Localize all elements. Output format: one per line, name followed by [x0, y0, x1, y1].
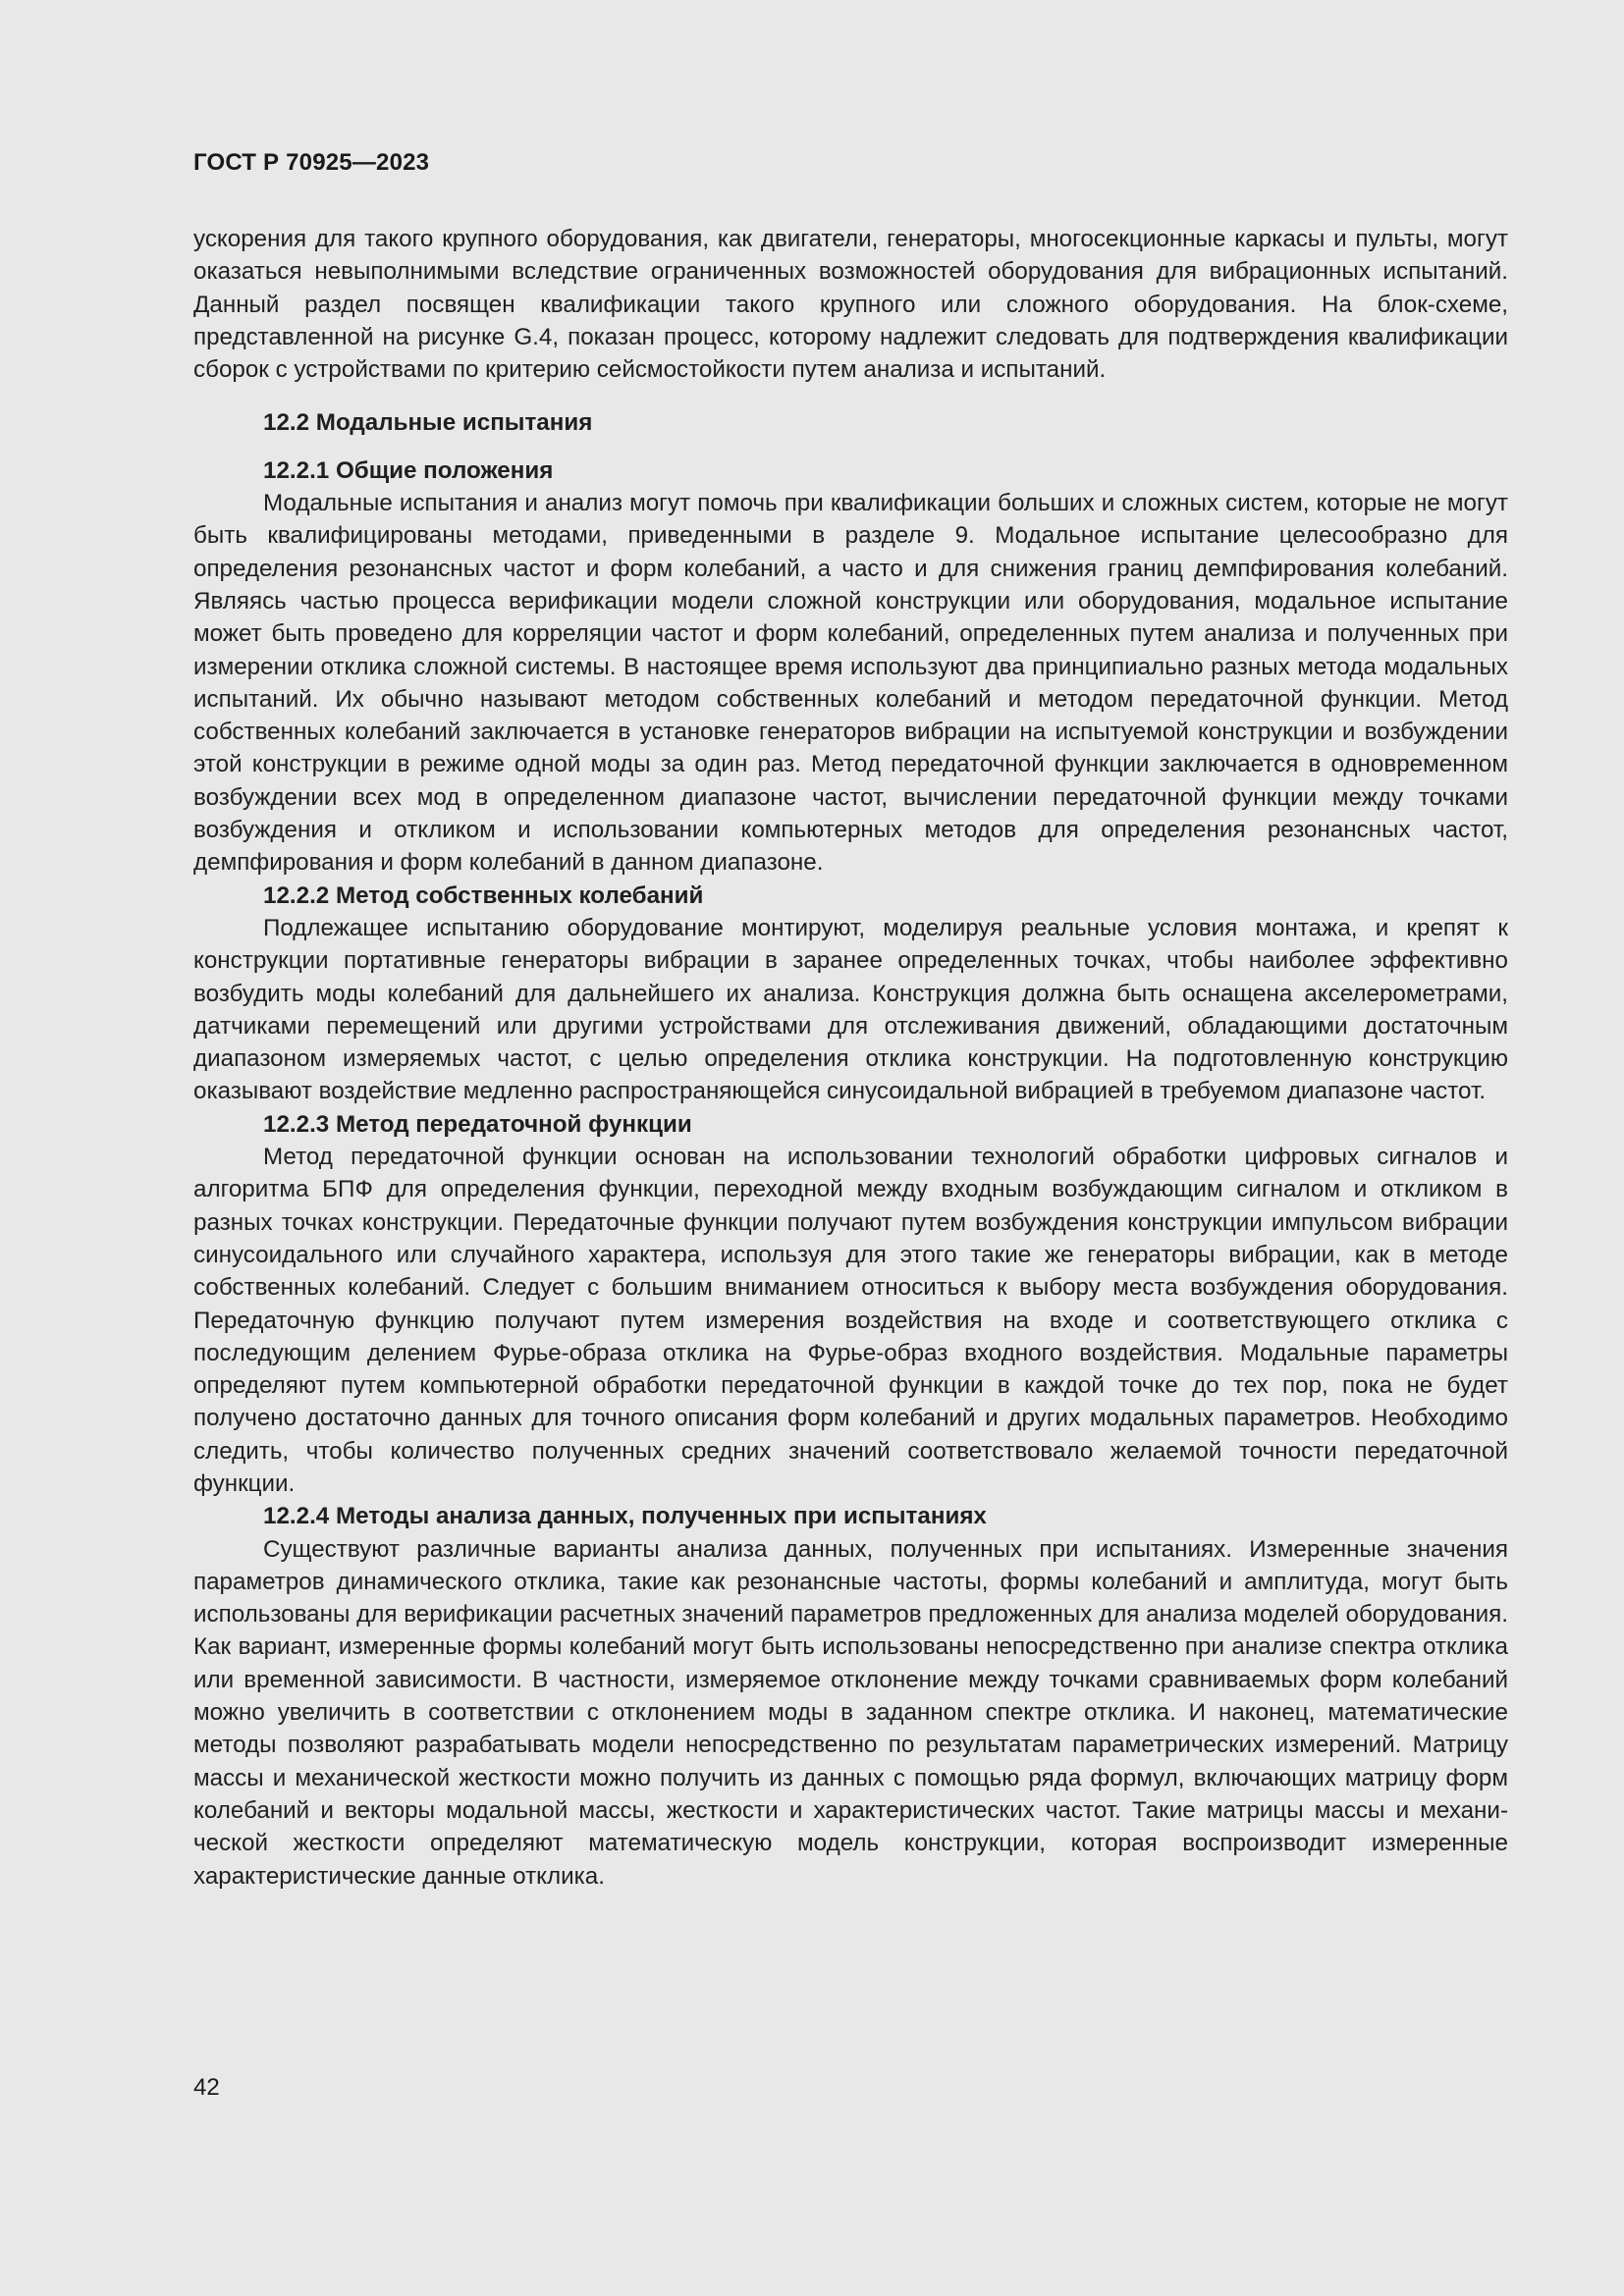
section-12-2-2-paragraph: Подлежащее испытанию оборудование монтируют, моделируя реальные условия монтажа, и крепят к конструкции портативные генераторы вибрации в заранее определенных точках, чтобы наиболее эффективно возбудить моды колебаний для дальнейшего их анализа. Конструкция должна быть оснащена акселерометрами, датчиками перемещений или другими устройствами для отслеживания движений, обладающими достаточным диапазоном измеряемых частот, с целью определения отклика конструкции. На подготовленную конструкцию оказывают воздействие медленно распространяющейся синусоидальной вибрацией в требуемом диапазоне частот.: [193, 914, 1508, 1105]
section-12-2-4-paragraph: Существуют различные варианты анализа данных, полученных при испытаниях. Измеренные значения параметров динамического отклика, такие как резонансные частоты, формы колебаний и амплитуда, могут быть использованы для верификации расчетных значений параметров предложенных для анализа моделей оборудования. Как вариант, измеренные формы колебаний могут быть использованы непосредственно при анализе спектра отклика или временной зависимости. В частности, измеряемое отклонение между точками сравниваемых форм колебаний можно увеличить в соответствии с отклонением моды в заданном спектре отклика. И наконец, математические методы позволяют разрабатывать модели непосредственно по результатам параметрических измерений. Матрицу массы и механической жесткости можно получить из данных с помощью ряда формул, включающих матрицу форм колебаний и векторы модальной массы, жесткости и характеристических частот. Такие матрицы массы и механической жесткости определяют математическую модель конструкции, которая воспроизводит измеренные характеристические данные отклика.: [193, 1535, 1508, 1890]
page-number: 42: [193, 2074, 220, 2101]
section-12-2-2-title: 12.2.2 Метод собственных колебаний: [263, 881, 704, 909]
section-12-2-1-paragraph: Модальные испытания и анализ могут помочь при квалификации больших и сложных систем, которые не могут быть квалифицированы методами, приведенными в разделе 9. Модальное испытание целесообразно для определения резонансных частот и форм колебаний, а часто и для снижения границ демпфирования колебаний. Являясь частью процесса верификации модели сложной конструкции или оборудования, модальное испытание может быть проведено для корреляции частот и форм колебаний, определенных путем анализа и полученных при измерении отклика сложной системы. В настоящее время используют два принципиально разных метода модальных испытаний. Их обычно называют методом собственных колебаний и методом передаточной функции. Метод собственных колебаний заключается в установке генераторов вибрации на испытуемой конструкции и возбуждении этой конструкции в режиме одной моды за один раз. Метод передаточной функции заключается в одновременном возбуждении всех мод в определенном диапазоне частот, вычислении передаточной функции между точками возбуждения и откликом и использовании компьютерных методов для определения резонансных частот, демпфирования и форм колебаний в данном диапазоне.: [193, 490, 1508, 877]
section-12-2-3-paragraph: Метод передаточной функции основан на использовании технологий обработки цифровых сигналов и алгоритма БПФ для определения функции, переходной между входным возбуждающим сигналом и откликом в разных точках конструкции. Передаточные функции получают путем возбуждения конструкции импульсом вибрации синусоидального или случайного характера, используя для этого такие же генераторы вибрации, как в методе собственных колебаний. Следует с большим вниманием относиться к выбору места возбуждения оборудования. Передаточную функцию получают путем измерения воздействия на входе и соответствующего отклика с последующим делением Фурье-образа отклика на Фурье-образ входного воздействия. Модальные параметры определяют путем компьютерной обработки передаточной функции в каждой точке до тех пор, пока не будет получено достаточно данных для точного описания форм колебаний и других модальных параметров. Необходимо следить, чтобы количество полученных средних значений соответствовало желаемой точности передаточной функции.: [193, 1144, 1508, 1497]
section-12-2-4-title: 12.2.4 Методы анализа данных, полученных при испытаниях: [263, 1503, 987, 1530]
document-body: [193, 223, 1508, 1893]
section-12-2-1-title: 12.2.1 Общие положения: [263, 456, 554, 484]
section-12-2-title: 12.2 Модальные испытания: [263, 409, 593, 437]
intro-paragraph: ускорения для такого крупного оборудования, как двигатели, генераторы, многосекционные каркасы и пульты, могут оказаться невыполнимыми вследствие ограниченных возможностей оборудования для вибрационных испытаний. Данный раздел посвящен квалификации такого крупного или сложного оборудования. На блок-схеме, представленной на рисунке G.4, показан процесс, которому надлежит следовать для подтверждения квалификации сборок с устройствами по критерию сейсмостойкости путем анализа и испытаний.: [193, 226, 1508, 384]
section-12-2-3-title: 12.2.3 Метод передаточной функции: [263, 1110, 692, 1138]
document-header: ГОСТ Р 70925—2023: [193, 149, 430, 176]
